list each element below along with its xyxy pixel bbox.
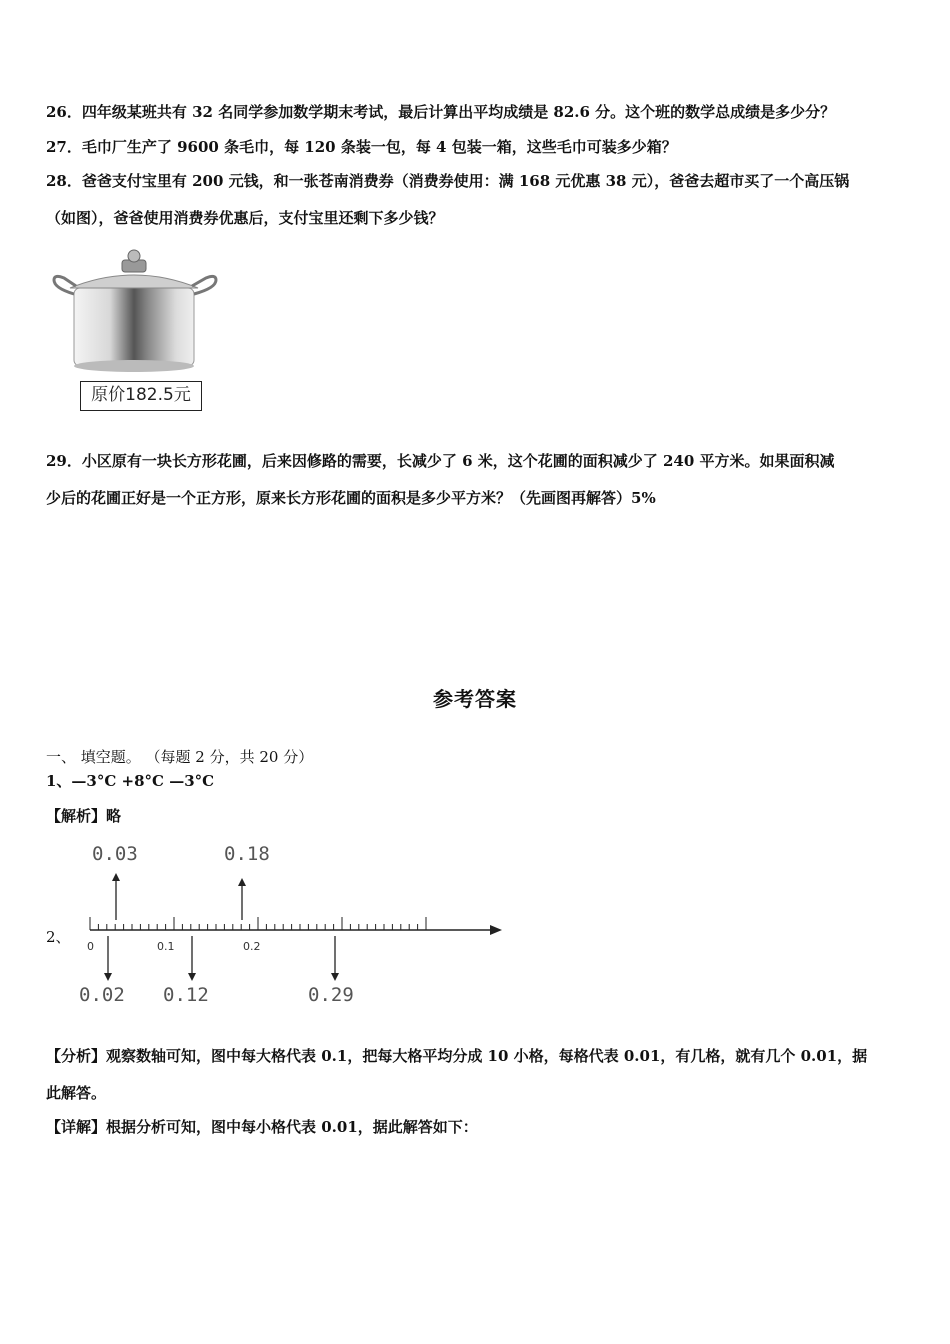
number-line-arrowhead	[490, 925, 502, 935]
arrowhead-up-0-18	[238, 878, 246, 886]
label-0-12: 0.12	[163, 984, 209, 1006]
answer-1-analysis: 【解析】略	[46, 807, 122, 825]
pressure-cooker-image	[50, 248, 220, 376]
label-0-03: 0.03	[92, 843, 138, 865]
price-label: 原价182.5元	[80, 381, 202, 411]
tick-label-0-2: 0.2	[243, 940, 261, 953]
number-line-diagram	[70, 835, 530, 1015]
question-29-line-1: 29．小区原有一块长方形花圃，后来因修路的需要，长减少了 6 米，这个花圃的面积减少了 240 平方米。如果面积减	[46, 452, 835, 470]
detail-line: 【详解】根据分析可知，图中每小格代表 0.01，据此解答如下：	[46, 1118, 478, 1136]
arrowhead-up-0-03	[112, 873, 120, 881]
label-0-18: 0.18	[224, 843, 270, 865]
arrowhead-down-0-29	[331, 973, 339, 981]
analysis-line-1: 【分析】观察数轴可知，图中每大格代表 0.1，把每大格平均分成 10 小格，每格代表 0.01，有几格，就有几个 0.01，据	[46, 1047, 868, 1065]
arrowhead-down-0-02	[104, 973, 112, 981]
section-1-heading: 一、 填空题。 （每题 2 分，共 20 分）	[46, 748, 314, 766]
question-28-line-2: （如图），爸爸使用消费券优惠后，支付宝里还剩下多少钱？	[46, 209, 444, 227]
label-0-29: 0.29	[308, 984, 354, 1006]
label-0-02: 0.02	[79, 984, 125, 1006]
answer-1: 1、—3°C +8°C —3°C	[46, 772, 215, 790]
question-26: 26．四年级某班共有 32 名同学参加数学期末考试，最后计算出平均成绩是 82.6 分。这个班的数学总成绩是多少分？	[46, 103, 836, 121]
analysis-line-2: 此解答。	[46, 1084, 107, 1102]
answer-title: 参考答案	[433, 687, 517, 711]
answer-2-label: 2、	[46, 928, 71, 946]
question-28-line-1: 28．爸爸支付宝里有 200 元钱，和一张苍南消费券（消费券使用：满 168 元优惠 38 元），爸爸去超市买了一个高压锅	[46, 172, 850, 190]
tick-label-0: 0	[87, 940, 94, 953]
question-27: 27．毛巾厂生产了 9600 条毛巾，每 120 条装一包，每 4 包装一箱，这些毛巾可装多少箱？	[46, 138, 677, 156]
tick-label-0-1: 0.1	[157, 940, 175, 953]
arrowhead-down-0-12	[188, 973, 196, 981]
question-29-line-2: 少后的花圃正好是一个正方形，原来长方形花圃的面积是多少平方米？（先画图再解答）5%	[46, 489, 656, 507]
number-line-ticks	[90, 917, 426, 930]
